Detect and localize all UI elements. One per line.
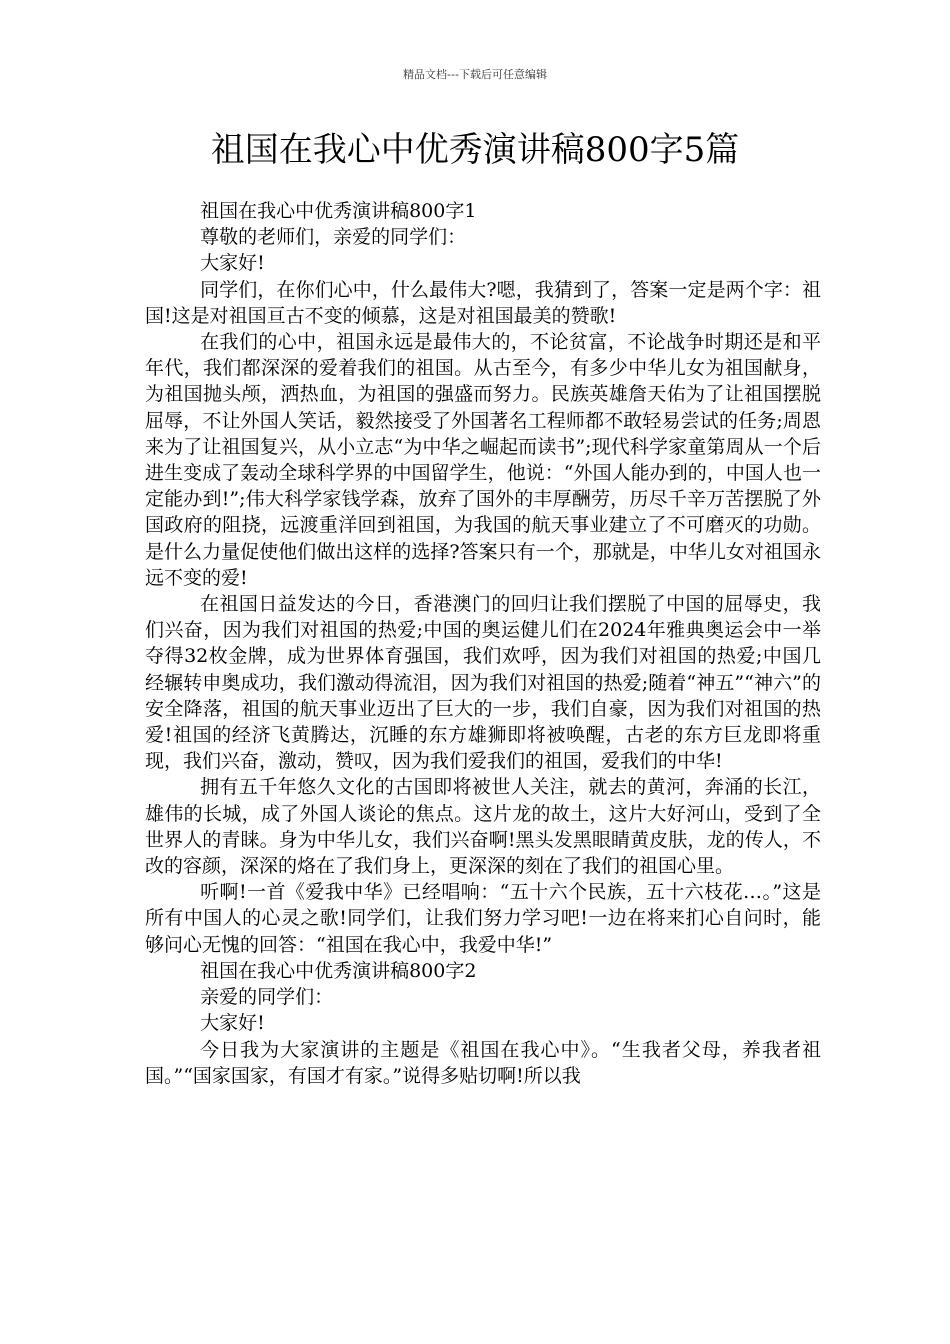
paragraph: 尊敬的老师们，亲爱的同学们： [200,226,467,249]
paragraph: 在祖国日益发达的今日，香港澳门的回归让我们摆脱了中国的屈辱史，我们兴奋，因为我们对祖国的热爱;中国的奥运健儿们在2024年雅典奥运会中一举夺得32枚金牌，成为世界体育强国，我们欢呼，因为我们对祖国的热爱;中国几经辗转申奥成功，我们激动得流泪，因为我们对祖国的热爱;随着“神五”“神六”的安全降落，祖国的航天事业迈出了巨大的一步，我们自豪，因为我们对祖国的热爱!祖国的经济飞黄腾达，沉睡的东方雄狮即将被唤醒，古老的东方巨龙即将重现，我们兴奋，激动，赞叹，因为我们爱我们的祖国，爱我们的中华! [145,593,821,773]
paragraph: 拥有五千年悠久文化的古国即将被世人关注，就去的黄河，奔涌的长江，雄伟的长城，成了外国人谈论的焦点。这片龙的故土，这片大好河山，受到了全世界人的青睐。身为中华儿女，我们兴奋啊!黑头发黑眼睛黄皮肤，龙的传人，不改的容颜，深深的烙在了我们身上，更深深的刻在了我们的祖国心里。 [145,776,821,878]
paragraph: 大家好! [200,252,265,275]
paragraph: 同学们，在你们心中，什么最伟大?嗯，我猜到了，答案一定是两个字：祖国!这是对祖国亘古不变的倾慕，这是对祖国最美的赞歌! [145,278,821,327]
paragraph: 今日我为大家演讲的主题是《祖国在我心中》。“生我者父母，养我者祖国。”“国家国家，有国才有家。”说得多贴切啊!所以我 [145,1038,821,1087]
header-note: 精品文档---下载后可任意编辑 [403,68,547,81]
paragraph: 亲爱的同学们： [200,986,334,1009]
document-body [145,198,821,1089]
paragraph: 在我们的心中，祖国永远是最伟大的，不论贫富，不论战争时期还是和平年代，我们都深深的爱着我们的祖国。从古至今，有多少中华儿女为祖国献身，为祖国抛头颅，洒热血，为祖国的强盛而努力。民族英雄詹天佑为了让祖国摆脱屈辱，不让外国人笑话，毅然接受了外国著名工程师都不敢轻易尝试的任务;周恩来为了让祖国复兴，从小立志“为中华之崛起而读书”;现代科学家童第周从一个后进生变成了轰动全球科学界的中国留学生，他说：“外国人能办到的，中国人也一定能办到!”;伟大科学家钱学森，放弃了国外的丰厚酬劳，历尽千辛万苦摆脱了外国政府的阻挠，远渡重洋回到祖国，为我国的航天事业建立了不可磨灭的功勋。是什么力量促使他们做出这样的选择?答案只有一个，那就是，中华儿女对祖国永远不变的爱! [145,331,821,589]
paragraph: 听啊!一首《爱我中华》已经唱响：“五十六个民族，五十六枝花…。”这是所有中国人的心灵之歌!同学们，让我们努力学习吧!一边在将来扪心自问时，能够问心无愧的回答：“祖国在我心中，我爱中华!” [145,881,821,956]
paragraph: 祖国在我心中优秀演讲稿800字2 [200,959,477,982]
document-title: 祖国在我心中优秀演讲稿800字5篇 [210,130,740,170]
paragraph: 大家好! [200,1012,265,1035]
paragraph: 祖国在我心中优秀演讲稿800字1 [200,200,477,222]
